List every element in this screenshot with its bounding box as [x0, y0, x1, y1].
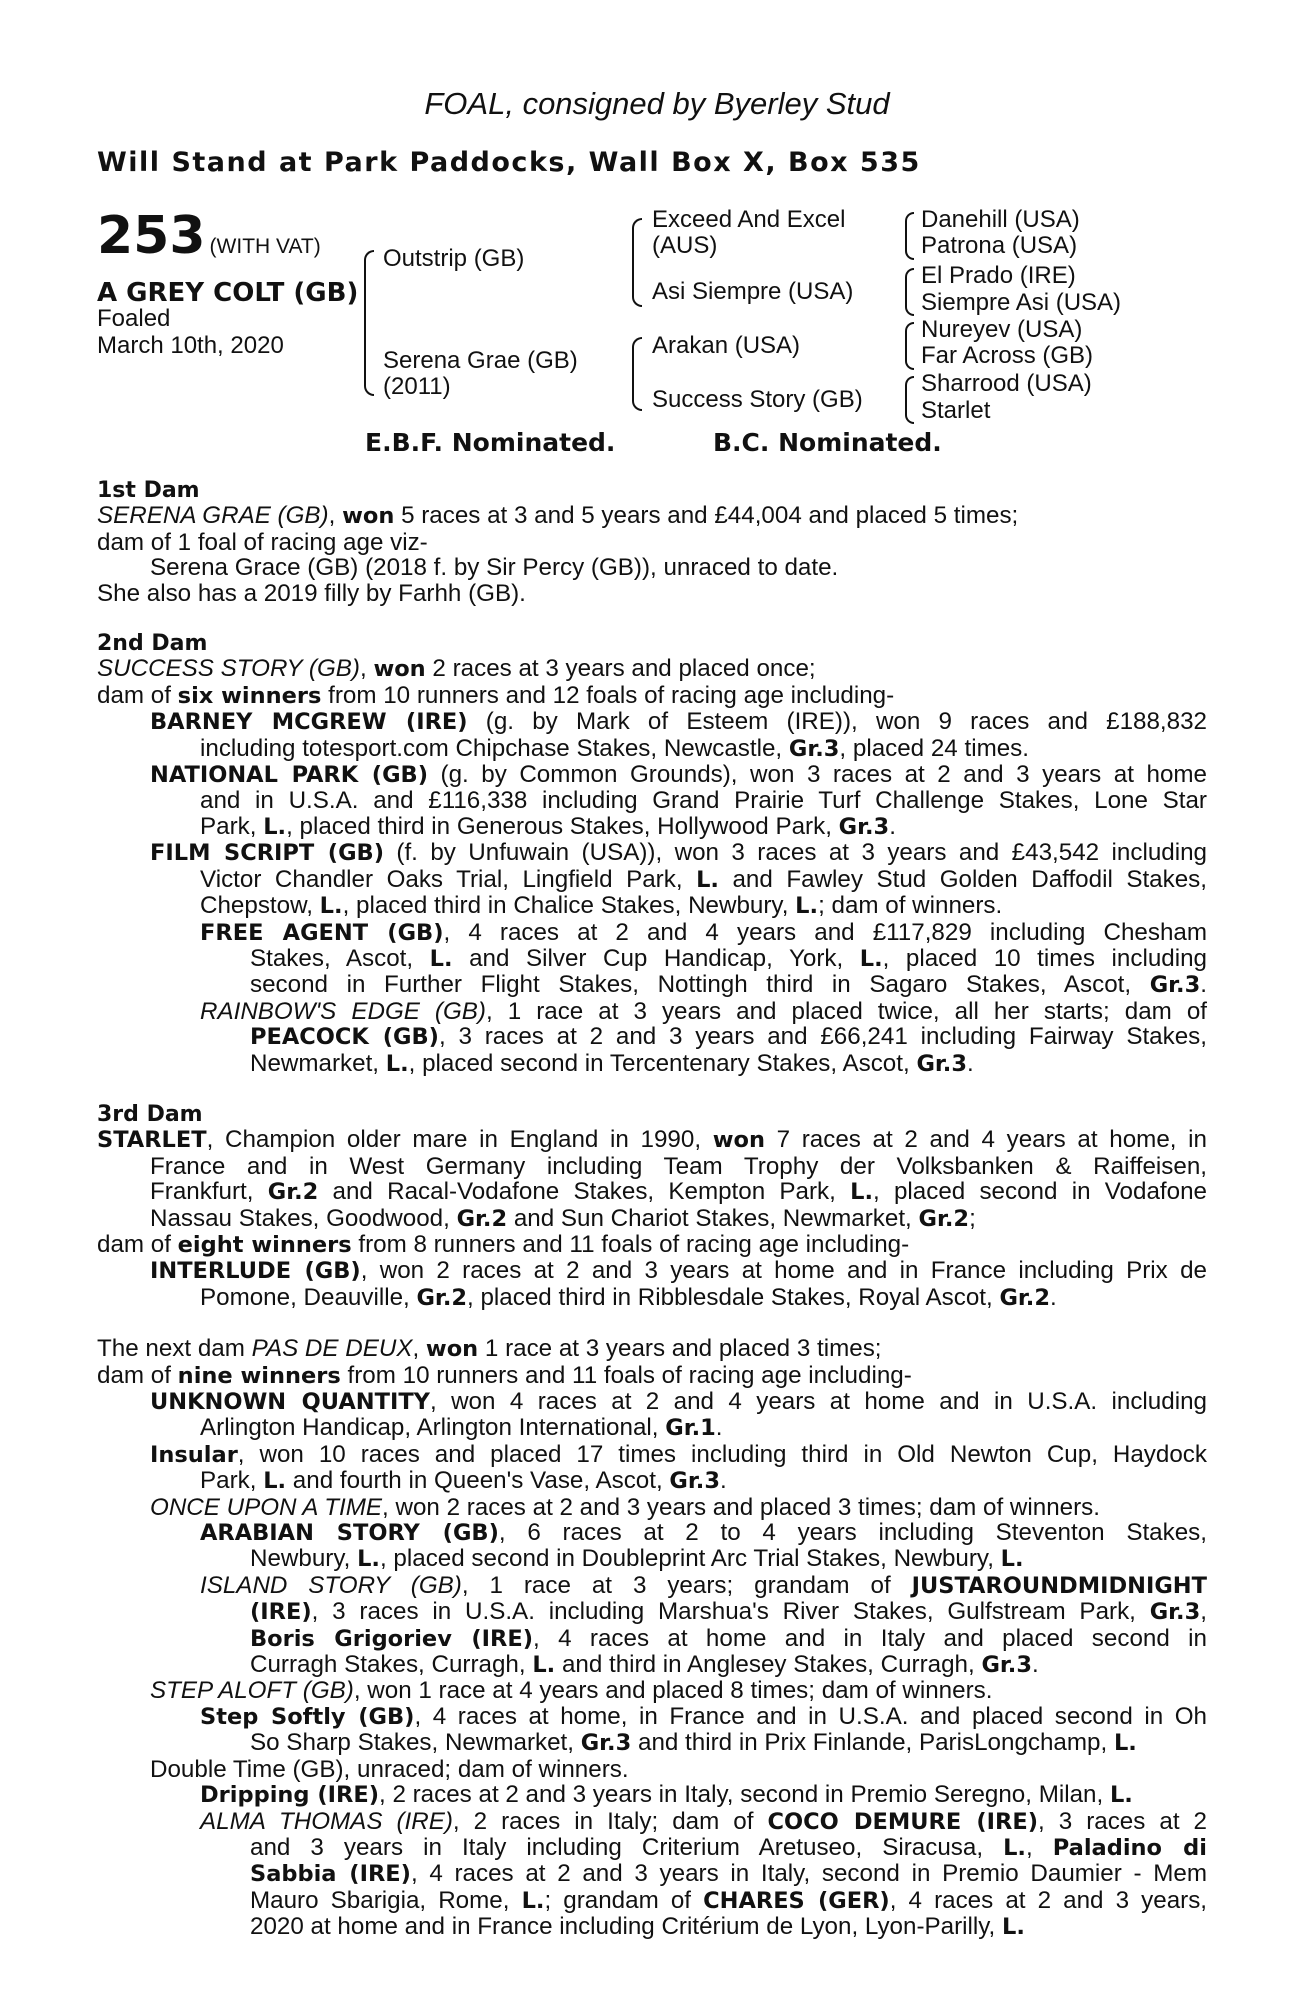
foaled-date: March 10th, 2020 [97, 332, 284, 359]
next-dam-line: ARABIAN STORY (GB), 6 races at 2 to 4 years including Steventon Stakes, [200, 1519, 1207, 1547]
second-dam-heading: 2nd Dam [97, 631, 208, 657]
pedigree-g7: Sharrood (USA) [921, 370, 1092, 397]
second-dam-line: Newmarket, L., placed second in Tercentenary Stakes, Ascot, Gr.3. [250, 1049, 974, 1077]
foaled-label: Foaled [97, 305, 171, 332]
pedigree-g1: Danehill (USA) [921, 206, 1080, 233]
pedigree-dam-year: (2011) [383, 373, 451, 400]
first-dam-line: dam of 1 foal of racing age viz- [97, 528, 428, 556]
pedigree-g3: El Prado (IRE) [921, 262, 1076, 289]
first-dam-heading: 1st Dam [97, 478, 200, 503]
third-dam-heading: 3rd Dam [97, 1101, 203, 1127]
second-dam-line: Stakes, Ascot, L. and Silver Cup Handicap, York, L., placed 10 times including [250, 944, 1207, 972]
second-dam-line: FREE AGENT (GB), 4 races at 2 and 4 years and £117,829 including Chesham [200, 918, 1207, 946]
third-dam-line: Nassau Stakes, Goodwood, Gr.2 and Sun Chariot Stakes, Newmarket, Gr.2; [150, 1204, 976, 1232]
next-dam-line: 2020 at home and in France including Critérium de Lyon, Lyon-Parilly, L. [250, 1913, 1025, 1941]
second-dam-line: including totesport.com Chipchase Stakes, Newcastle, Gr.3, placed 24 times. [200, 734, 1029, 762]
next-dam-line: Dripping (IRE), 2 races at 2 and 3 years in Italy, second in Premio Seregno, Milan, L. [200, 1781, 1133, 1809]
third-dam-line: dam of eight winners from 8 runners and 11 foals of racing age including- [97, 1230, 910, 1258]
pedigree-sire: Outstrip (GB) [383, 245, 525, 272]
pedigree-bracket-2b [632, 337, 642, 411]
second-dam-line: FILM SCRIPT (GB) (f. by Unfuwain (USA)), won 3 races at 3 years and £43,542 including [150, 839, 1207, 867]
pedigree-dam-dam: Success Story (GB) [652, 386, 863, 413]
first-dam-line: Serena Grace (GB) (2018 f. by Sir Percy (GB)), unraced to date. [150, 554, 839, 582]
consignor-line: FOAL, consigned by Byerley Stud [424, 86, 890, 121]
pedigree-sire-sire-country: (AUS) [652, 232, 718, 259]
third-dam-line: France and in West Germany including Team Trophy der Volksbanken & Raiffeisen, [150, 1152, 1207, 1180]
second-dam-line: PEACOCK (GB), 3 races at 2 and 3 years and £66,241 including Fairway Stakes, [250, 1023, 1207, 1051]
next-dam-line: and 3 years in Italy including Criterium Aretuseo, Siracusa, L., Paladino di [250, 1833, 1207, 1861]
next-dam-line: STEP ALOFT (GB), won 1 race at 4 years and placed 8 times; dam of winners. [150, 1677, 993, 1705]
pedigree-g4: Siempre Asi (USA) [921, 289, 1122, 316]
next-dam-line: Newbury, L., placed second in Doubleprint Arc Trial Stakes, Newbury, L. [250, 1545, 1024, 1573]
next-dam-line: Park, L. and fourth in Queen's Vase, Ascot, Gr.3. [200, 1467, 727, 1495]
third-dam-line: STARLET, Champion older mare in England in 1990, won 7 races at 2 and 4 years at home, in [97, 1126, 1207, 1154]
lot-number: 253 [97, 206, 206, 266]
pedigree-bracket-3c [905, 322, 914, 370]
next-dam-line: dam of nine winners from 10 runners and 11 foals of racing age including- [97, 1361, 912, 1389]
next-dam-line: The next dam PAS DE DEUX, won 1 race at 3 years and placed 3 times; [97, 1335, 882, 1363]
pedigree-g5: Nureyev (USA) [921, 316, 1083, 343]
second-dam-line: Chepstow, L., placed third in Chalice Stakes, Newbury, L.; dam of winners. [200, 892, 1003, 920]
second-dam-line: SUCCESS STORY (GB), won 2 races at 3 years and placed once; [97, 655, 816, 683]
produce-record [97, 478, 1207, 1941]
pedigree-g6: Far Across (GB) [921, 342, 1094, 369]
bc-nominated: B.C. Nominated. [713, 428, 942, 457]
next-dam-line: Arlington Handicap, Arlington International, Gr.1. [200, 1414, 723, 1442]
next-dam-line: Double Time (GB), unraced; dam of winners. [150, 1755, 629, 1783]
next-dam-line: Curragh Stakes, Curragh, L. and third in Anglesey Stakes, Curragh, Gr.3. [250, 1651, 1039, 1679]
second-dam-line: NATIONAL PARK (GB) (g. by Common Grounds), won 3 races at 2 and 3 years at home [150, 761, 1207, 789]
first-dam-line: She also has a 2019 filly by Farhh (GB). [97, 579, 526, 607]
second-dam-line: dam of six winners from 10 runners and 12 foals of racing age including- [97, 681, 895, 709]
vat-note: (WITH VAT) [209, 235, 321, 258]
next-dam-line: ONCE UPON A TIME, won 2 races at 2 and 3 years and placed 3 times; dam of winners. [150, 1493, 1100, 1521]
next-dam-line: Insular, won 10 races and placed 17 times including third in Old Newton Cup, Haydock [150, 1440, 1207, 1468]
next-dam-line: Boris Grigoriev (IRE), 4 races at home and in Italy and placed second in [250, 1624, 1207, 1652]
pedigree-bracket-3b [905, 268, 914, 316]
pedigree-g8: Starlet [921, 397, 991, 424]
pedigree-sire-dam: Asi Siempre (USA) [652, 278, 854, 305]
second-dam-line: RAINBOW'S EDGE (GB), 1 race at 3 years and placed twice, all her starts; dam of [200, 997, 1207, 1025]
pedigree-sire-sire: Exceed And Excel [652, 206, 846, 233]
third-dam-line: INTERLUDE (GB), won 2 races at 2 and 3 years at home and in France including Prix de [150, 1257, 1207, 1285]
next-dam-line: Sabbia (IRE), 4 races at 2 and 3 years in Italy, second in Premio Daumier - Mem [250, 1860, 1207, 1888]
second-dam-line: BARNEY MCGREW (IRE) (g. by Mark of Esteem (IRE)), won 9 races and £188,832 [150, 708, 1207, 736]
pedigree-bracket-1 [364, 250, 374, 396]
first-dam-line: SERENA GRAE (GB), won 5 races at 3 and 5 years and £44,004 and placed 5 times; [97, 502, 1019, 530]
third-dam-line: Frankfurt, Gr.2 and Racal-Vodafone Stakes, Kempton Park, L., placed second in Vodafone [150, 1178, 1207, 1206]
third-dam-line: Pomone, Deauville, Gr.2, placed third in Ribblesdale Stakes, Royal Ascot, Gr.2. [200, 1283, 1057, 1311]
pedigree-bracket-2a [632, 218, 642, 307]
lot-heading [97, 206, 321, 266]
pedigree-g2: Patrona (USA) [921, 232, 1078, 259]
next-dam-line: ALMA THOMAS (IRE), 2 races in Italy; dam of COCO DEMURE (IRE), 3 races at 2 [200, 1807, 1208, 1835]
second-dam-line: second in Further Flight Stakes, Nottingh third in Sagaro Stakes, Ascot, Gr.3. [250, 971, 1207, 999]
next-dam-line: So Sharp Stakes, Newmarket, Gr.3 and third in Prix Finlande, ParisLongchamp, L. [250, 1729, 1137, 1757]
next-dam-line: ISLAND STORY (GB), 1 race at 3 years; grandam of JUSTAROUNDMIDNIGHT [200, 1571, 1207, 1599]
ebf-nominated: E.B.F. Nominated. [365, 428, 616, 457]
next-dam-line: Mauro Sbarigia, Rome, L.; grandam of CHARES (GER), 4 races at 2 and 3 years, [250, 1886, 1208, 1914]
pedigree-dam: Serena Grae (GB) [383, 347, 578, 374]
pedigree-dam-sire: Arakan (USA) [652, 332, 801, 359]
pedigree-bracket-3d [905, 376, 914, 424]
pedigree-bracket-3a [905, 212, 914, 260]
stand-location-line: Will Stand at Park Paddocks, Wall Box X, Box 535 [97, 147, 921, 178]
second-dam-line: and in U.S.A. and £116,338 including Grand Prairie Turf Challenge Stakes, Lone Star [200, 787, 1207, 815]
next-dam-line: Step Softly (GB), 4 races at home, in France and in U.S.A. and placed second in Oh [200, 1702, 1208, 1730]
next-dam-line: UNKNOWN QUANTITY, won 4 races at 2 and 4 years at home and in U.S.A. including [150, 1388, 1207, 1415]
second-dam-line: Victor Chandler Oaks Trial, Lingfield Park, L. and Fawley Stud Golden Daffodil Stakes, [200, 865, 1207, 893]
next-dam-line: (IRE), 3 races in U.S.A. including Marshua's River Stakes, Gulfstream Park, Gr.3, [250, 1598, 1207, 1626]
second-dam-line: Park, L., placed third in Generous Stakes, Hollywood Park, Gr.3. [200, 812, 896, 840]
lot-description: A GREY COLT (GB) [97, 278, 359, 308]
